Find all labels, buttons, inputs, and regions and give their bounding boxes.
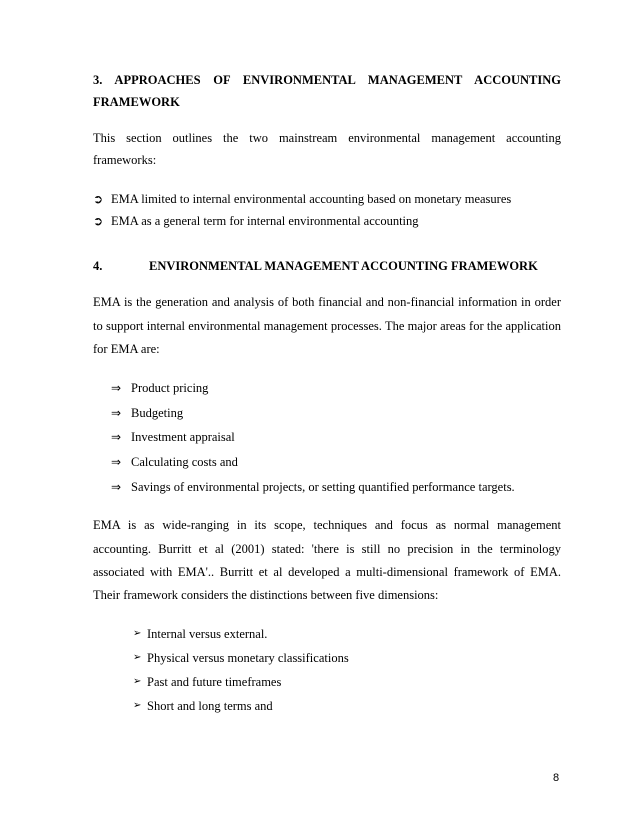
dimension-list-item (133, 624, 267, 644)
area-text: Savings of environmental projects, or setting quantified performance targets. (131, 480, 515, 494)
area-list-item (111, 427, 235, 447)
right-triangle-icon: ➢ (133, 652, 142, 663)
right-triangle-icon: ➢ (133, 700, 142, 711)
section4-para1-line3: for EMA are: (93, 342, 160, 356)
dimension-text: Short and long terms and (147, 699, 273, 713)
area-list-item (111, 452, 238, 472)
dimension-list-item (133, 696, 273, 716)
section3-heading-line2: FRAMEWORK (93, 95, 180, 109)
section3-intro-line2: frameworks: (93, 153, 157, 167)
right-triangle-icon: ➢ (133, 676, 142, 687)
dimension-list-item (133, 648, 349, 668)
section4-para2-line1: EMA is as wide-ranging in its scope, techniques and focus as normal management (93, 518, 561, 532)
section3-bullet-text: EMA as a general term for internal environmental accounting (111, 214, 419, 228)
area-text: Budgeting (131, 406, 184, 420)
section4-title: ENVIRONMENTAL MANAGEMENT ACCOUNTING FRAMEWORK (149, 259, 538, 273)
area-text: Calculating costs and (131, 455, 238, 469)
area-list-item (111, 403, 183, 423)
dimension-list-item (133, 672, 281, 692)
area-text: Investment appraisal (131, 430, 235, 444)
dimension-text: Past and future timeframes (147, 675, 282, 689)
right-triangle-icon: ➢ (133, 628, 142, 639)
double-right-arrow-icon: ⇒ (111, 406, 122, 420)
section4-para1-line1: EMA is the generation and analysis of both financial and non-financial information in order (93, 295, 561, 309)
area-list-item (111, 378, 208, 398)
double-right-arrow-icon: ⇒ (111, 381, 122, 395)
double-right-arrow-icon: ⇒ (111, 430, 122, 444)
section3-bullet (93, 189, 511, 209)
double-right-arrow-icon: ⇒ (111, 480, 122, 494)
section4-para2-line2: accounting. Burritt et al (2001) stated: 'there is still no precision in the terminology (93, 542, 561, 556)
area-list-item (111, 477, 515, 497)
bold-right-arrow-icon: ➲ (93, 214, 104, 228)
section4-para2-line3: associated with EMA'.. Burritt et al developed a multi-dimensional framework of EMA. (93, 565, 561, 579)
section4-para2-line4: Their framework considers the distinctions between five dimensions: (93, 588, 439, 602)
dimension-text: Physical versus monetary classifications (147, 651, 349, 665)
page-number: 8 (553, 772, 560, 784)
bold-right-arrow-icon: ➲ (93, 192, 104, 206)
dimension-text: Internal versus external. (147, 627, 268, 641)
area-text: Product pricing (131, 381, 209, 395)
section3-heading-line1: 3. APPROACHES OF ENVIRONMENTAL MANAGEMENT ACCOUNTING (93, 73, 561, 87)
section3-bullet-text: EMA limited to internal environmental accounting based on monetary measures (111, 192, 512, 206)
section4-para1-line2: to support internal environmental management processes. The major areas for the application (93, 319, 561, 333)
section4-number: 4. (93, 259, 103, 273)
double-right-arrow-icon: ⇒ (111, 455, 122, 469)
section3-bullet (93, 211, 419, 231)
section3-intro-line1: This section outlines the two mainstream environmental management accounting (93, 131, 561, 145)
